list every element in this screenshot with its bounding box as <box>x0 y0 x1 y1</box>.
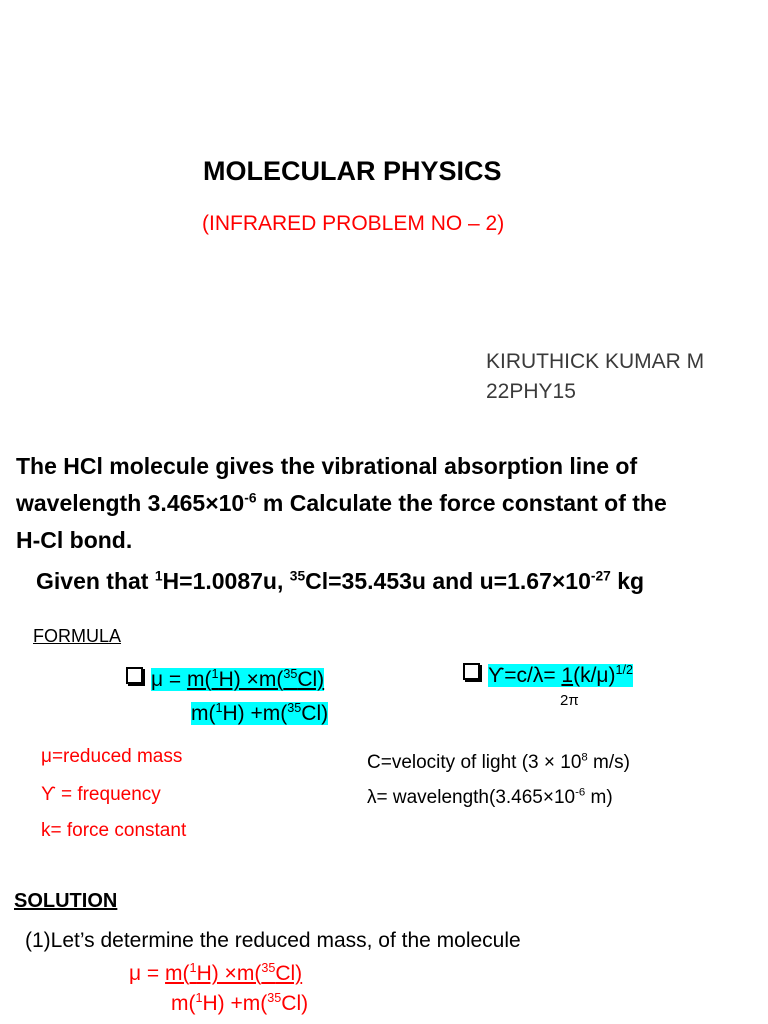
problem-line-2: wavelength $3.465\times 10^{-6}$ m Calculate the force constant of the <box>16 490 667 516</box>
checkbox-bullet-icon <box>126 667 143 684</box>
problem-line-3: H-Cl bond. <box>16 527 133 553</box>
solution-formula-denominator: m($^1$H) +m($^{35}$Cl) <box>171 991 309 1015</box>
problem-line-1: The HCl molecule gives the vibrational absorption line of <box>16 453 638 479</box>
definition-reduced-mass: μ=reduced mass <box>41 746 183 767</box>
problem-statement <box>16 448 756 559</box>
author-block <box>486 347 704 407</box>
solution-heading: SOLUTION <box>14 890 118 912</box>
reduced-mass-formula-denominator: m($^1$H) +m($^{35}$Cl) <box>191 701 329 725</box>
author-id: 22PHY15 <box>486 380 576 403</box>
definition-force-constant: k= force constant <box>41 820 187 841</box>
definition-wavelength: $\lambda= wavelength(3.465\times 10^{-6}$ m) <box>367 786 613 808</box>
page-title: MOLECULAR PHYSICS <box>203 156 502 186</box>
subtitle: (INFRARED PROBLEM NO – 2) <box>202 212 505 235</box>
formula-heading: FORMULA <box>33 626 122 646</box>
reduced-mass-formula-numerator: μ = m($^1$H) ×m($^{35}$Cl) <box>126 667 324 692</box>
given-values: Given that $^1$H=1.0087u, $^{35}$Cl=35.453u and $u=1.67\times 10^{-27}$ kg <box>36 568 645 594</box>
solution-step-1: (1)Let’s determine the reduced mass, of the molecule <box>25 929 521 952</box>
definition-frequency: ϒ = frequency <box>41 784 161 805</box>
definition-velocity-of-light: C=velocity of light ($3 \times 10^8$ m/s) <box>367 751 630 773</box>
checkbox-bullet-icon <box>463 663 480 680</box>
frequency-formula: $ϒ=c/\lambda= 1(k/\mu)^{1/2}$ <box>463 663 633 688</box>
author-name: KIRUTHICK KUMAR M <box>486 350 705 373</box>
frequency-formula-denominator: 2π <box>560 692 579 709</box>
solution-formula-numerator: μ = m($^1$H) ×m($^{35}$Cl) <box>129 961 303 985</box>
